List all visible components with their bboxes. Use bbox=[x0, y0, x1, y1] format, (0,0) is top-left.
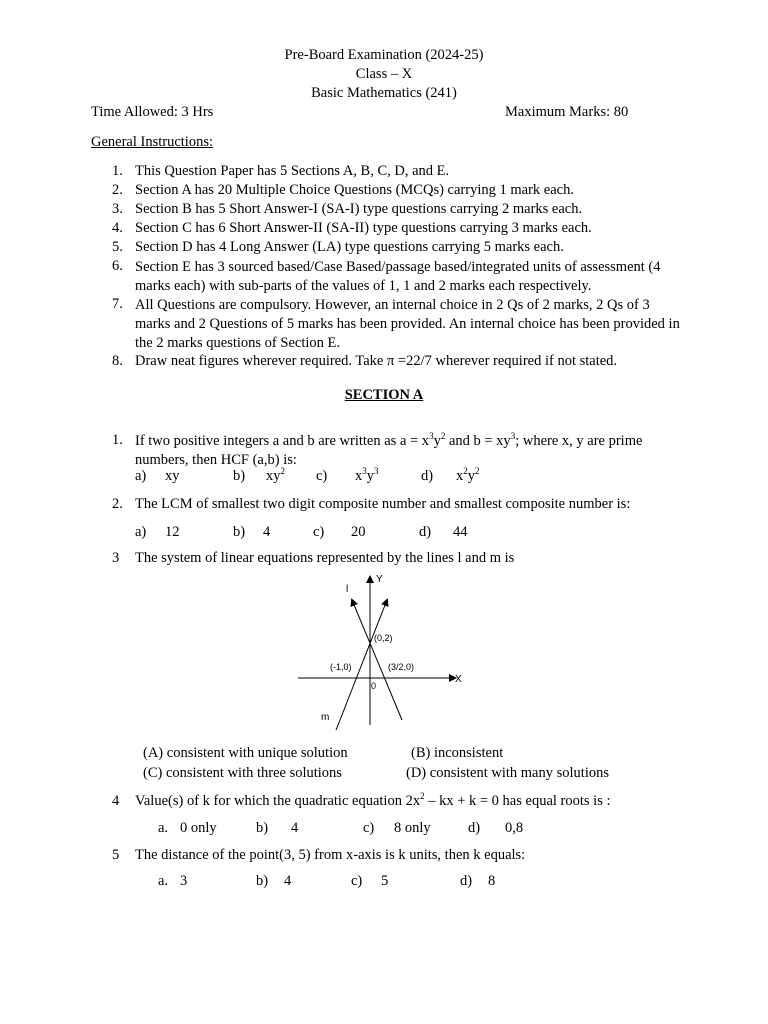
class-line: Class – X bbox=[355, 66, 413, 82]
question-text: Value(s) of k for which the quadratic equation $2x^2$ – kx + k = 0 has equal roots is : bbox=[135, 791, 611, 809]
option-label: b) bbox=[233, 524, 246, 540]
option-c: (C) consistent with three solutions bbox=[143, 765, 342, 781]
instruction-number: 6. bbox=[112, 258, 123, 274]
instruction-text: Section E has 3 sourced based/Case Based/passage based/integrated units of assessment (4 marks each) with sub-parts of the values of 1, 1 and 2 marks each respectively. bbox=[135, 259, 661, 294]
option-label: c) bbox=[316, 468, 328, 484]
option-value: 8 only bbox=[394, 820, 431, 836]
section-a-title: SECTION A bbox=[344, 387, 424, 403]
question-number: 2. bbox=[112, 496, 123, 512]
option-value: 44 bbox=[453, 524, 468, 540]
question-number: 4 bbox=[112, 793, 120, 809]
option-b: (B) inconsistent bbox=[411, 745, 504, 761]
instruction-text: This Question Paper has 5 Sections A, B, C, D, and E. bbox=[135, 163, 450, 179]
question-text: If two positive integers a and b are written as $a = x^3y^2$ and $b = xy^3$; where x, y are prime numbers, then HCF (a,b) is: bbox=[135, 431, 643, 468]
time-allowed: Time Allowed: 3 Hrs bbox=[91, 104, 214, 120]
instruction-number: 7. bbox=[112, 296, 123, 312]
option-value: $xy^2$ bbox=[266, 466, 285, 484]
option-value: 4 bbox=[263, 524, 271, 540]
instruction-number: 3. bbox=[112, 201, 123, 217]
option-label: c) bbox=[313, 524, 325, 540]
option-value: $x^2y^2$ bbox=[456, 466, 480, 484]
instruction-number: 4. bbox=[112, 220, 123, 236]
option-label: d) bbox=[419, 524, 432, 540]
option-value: 4 bbox=[291, 820, 299, 836]
option-value: 20 bbox=[351, 524, 366, 540]
option-value: 8 bbox=[488, 873, 496, 889]
point-3-2-0: (3/2,0) bbox=[388, 662, 415, 672]
option-value: 0,8 bbox=[505, 820, 524, 836]
option-value: 4 bbox=[284, 873, 292, 889]
option-label: b) bbox=[233, 468, 246, 484]
option-a: (A) consistent with unique solution bbox=[143, 745, 348, 761]
option-label: c) bbox=[363, 820, 375, 836]
maximum-marks: Maximum Marks: 80 bbox=[505, 104, 629, 120]
option-label: b) bbox=[256, 873, 269, 889]
instruction-number: 1. bbox=[112, 163, 123, 179]
option-d: (D) consistent with many solutions bbox=[406, 765, 609, 781]
point-neg1-0: (-1,0) bbox=[330, 662, 352, 672]
option-label: a) bbox=[135, 524, 147, 540]
option-label: d) bbox=[468, 820, 481, 836]
line-l bbox=[352, 600, 402, 720]
instruction-number: 5. bbox=[112, 239, 123, 255]
instruction-number: 2. bbox=[112, 182, 123, 198]
option-label: c) bbox=[351, 873, 363, 889]
instruction-text: Section A has 20 Multiple Choice Questions (MCQs) carrying 1 mark each. bbox=[135, 182, 574, 198]
question-number: 5 bbox=[112, 847, 120, 863]
line-m-label: m bbox=[321, 712, 330, 723]
instruction-text: Draw neat figures wherever required. Take π =22/7 wherever required if not stated. bbox=[135, 353, 618, 369]
option-label: a) bbox=[135, 468, 147, 484]
option-value: 12 bbox=[165, 524, 180, 540]
question-text: The distance of the point(3, 5) from x-axis is k units, then k equals: bbox=[135, 847, 526, 863]
instruction-text: Section B has 5 Short Answer-I (SA-I) type questions carrying 2 marks each. bbox=[135, 201, 583, 217]
x-label: X bbox=[455, 674, 462, 685]
question-text: The LCM of smallest two digit composite number and smallest composite number is: bbox=[135, 496, 631, 512]
instructions-heading: General Instructions: bbox=[91, 134, 214, 150]
origin-label: 0 bbox=[371, 681, 377, 691]
question-text: The system of linear equations represented by the lines l and m is bbox=[135, 550, 515, 566]
line-l-label: l bbox=[346, 584, 349, 595]
y-label: Y bbox=[376, 574, 383, 585]
option-value: 0 only bbox=[180, 820, 217, 836]
option-label: a. bbox=[158, 873, 169, 889]
option-label: d) bbox=[421, 468, 434, 484]
point-0-2: (0,2) bbox=[374, 633, 393, 643]
instruction-number: 8. bbox=[112, 353, 123, 369]
option-value: 5 bbox=[381, 873, 389, 889]
option-label: a. bbox=[158, 820, 169, 836]
question-number: 3 bbox=[112, 550, 120, 566]
subject-title: Basic Mathematics (241) bbox=[311, 85, 457, 101]
linear-equations-graph bbox=[290, 570, 480, 730]
option-value: 3 bbox=[180, 873, 188, 889]
instruction-text: Section D has 4 Long Answer (LA) type questions carrying 5 marks each. bbox=[135, 239, 564, 255]
option-label: d) bbox=[460, 873, 473, 889]
option-label: b) bbox=[256, 820, 269, 836]
instruction-text: All Questions are compulsory. However, an internal choice in 2 Qs of 2 marks, 2 Qs of 3 marks and 2 Questions of 5 marks has been provided. An internal choice has been provided in the 2 marks questions of Section E. bbox=[135, 297, 680, 351]
instruction-text: Section C has 6 Short Answer-II (SA-II) type questions carrying 3 marks each. bbox=[135, 220, 592, 236]
question-number: 1. bbox=[112, 432, 123, 448]
option-value: xy bbox=[165, 468, 180, 484]
exam-title: Pre-Board Examination (2024-25) bbox=[284, 47, 484, 63]
option-value: $x^3y^3$ bbox=[355, 466, 379, 484]
line-m bbox=[340, 600, 387, 720]
